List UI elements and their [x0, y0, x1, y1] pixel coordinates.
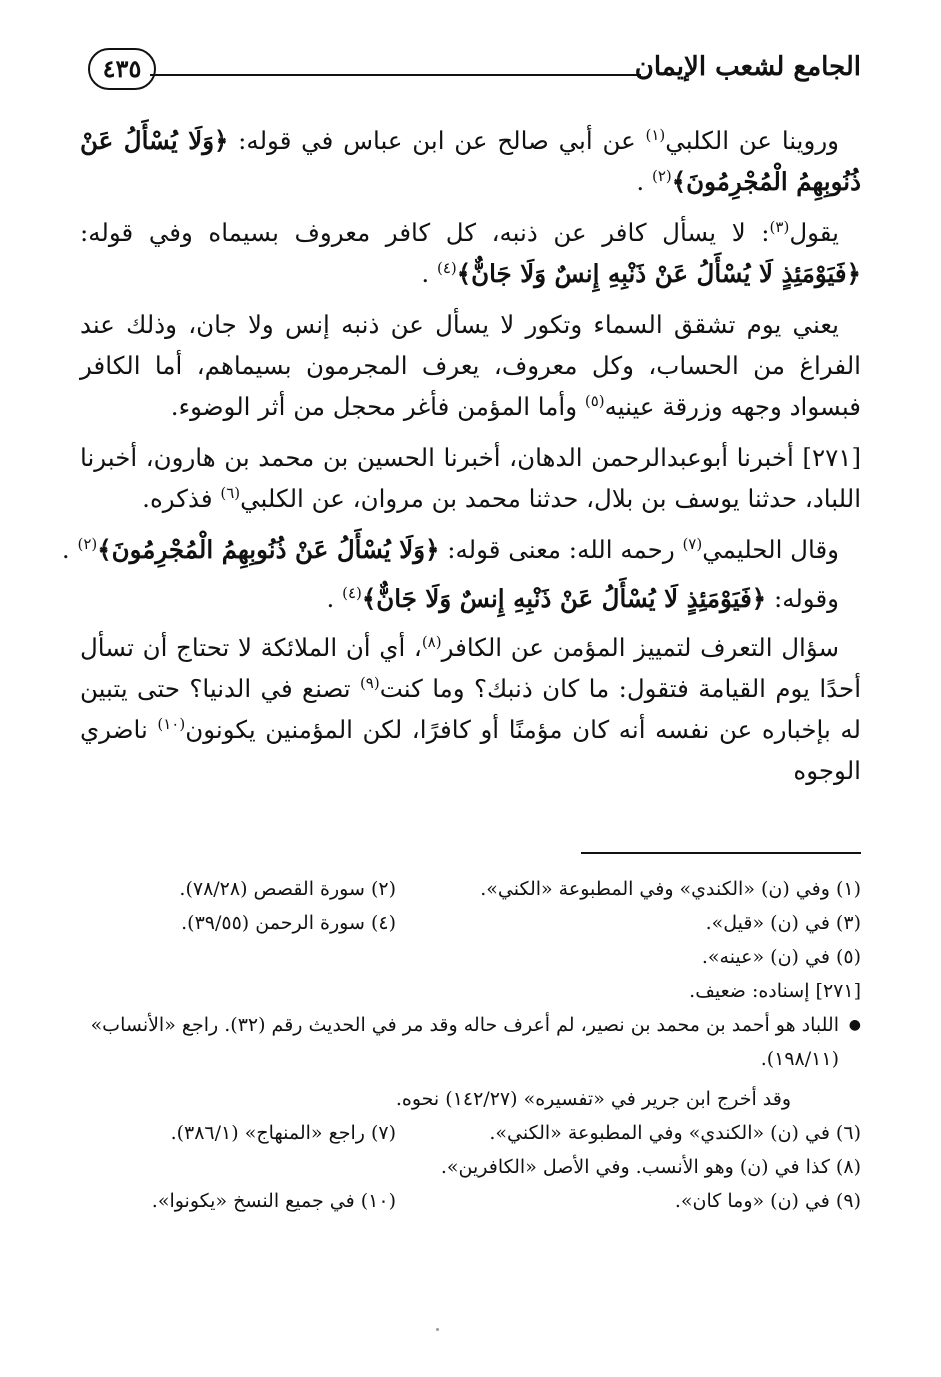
footnote-7: (٧) راجع «المنهاج» (٣٨٦/١).	[170, 1122, 396, 1144]
footnote-10: (١٠) في جميع النسخ «يكونوا».	[151, 1190, 396, 1212]
quran-verse: ﴿وَلَا يُسْأَلُ عَنْ ذُنُوبِهِمُ الْمُجْرِمُونَ﴾	[97, 535, 440, 564]
footnote-1: (١) وفي (ن) «الكندي» وفي المطبوعة «الكني».	[480, 878, 861, 900]
footnote-ref: (٩)	[359, 673, 380, 692]
text: رحمه الله: معنى قوله:	[439, 535, 683, 564]
text: وقوله:	[766, 584, 839, 613]
running-title: الجامع لشعب الإيمان	[634, 52, 861, 82]
footnote-ref: (٨)	[421, 632, 442, 651]
footnote-2: (٢) سورة القصص (٧٨/٢٨).	[179, 878, 396, 900]
text: عن أبي صالح عن ابن عباس في قوله:	[228, 126, 646, 155]
text: .	[61, 535, 78, 564]
quran-verse: ﴿وَلَا يُسْأَلُ عَنْ ذُنُوبِهِمُ الْمُجْرِمُونَ﴾	[80, 126, 861, 196]
footnote-ref: (٦)	[220, 483, 241, 502]
paragraph-6	[80, 578, 861, 619]
quran-verse: ﴿فَيَوْمَئِذٍ لَا يُسْأَلُ عَنْ ذَنْبِهِ إِنسٌ وَلَا جَانٌّ﴾	[361, 584, 767, 613]
footnote-ref: (٥)	[584, 391, 605, 410]
paragraph-3	[80, 304, 861, 427]
text: ناضري الوجوه	[80, 715, 861, 785]
footnote-ref: (٧)	[682, 534, 703, 553]
scan-speck	[436, 1328, 439, 1331]
footnote-4: (٤) سورة الرحمن (٣٩/٥٥).	[181, 912, 396, 934]
footnote-271: [٢٧١] إسناده: ضعيف.	[689, 980, 861, 1002]
footnote-row	[80, 906, 861, 940]
text: ، أي أن الملائكة لا تحتاج أن تسأل أحدًا يوم القيامة فتقول: ما كان ذنبك؟ وما كنت	[80, 633, 861, 703]
header-rule	[150, 74, 641, 76]
text: وروينا عن الكلبي	[665, 126, 839, 155]
footnote-9: (٩) في (ن) «وما كان».	[674, 1190, 861, 1212]
paragraph-1	[80, 120, 861, 202]
footnote-6: (٦) في (ن) «الكندي» وفي المطبوعة «الكني».	[489, 1122, 861, 1144]
text: .	[326, 584, 343, 613]
text: : لا يسأل كافر عن ذنبه، كل كافر معروف بسيماه وفي قوله:	[80, 218, 770, 247]
footnote-ref: (٢)	[651, 166, 672, 185]
paragraph-7	[80, 627, 861, 791]
text: يقول	[789, 218, 839, 247]
main-text	[61, 120, 861, 801]
footnote-row	[80, 1116, 861, 1150]
footnote-3: (٣) في (ن) «قيل».	[705, 912, 861, 934]
footnote-ref: (٣)	[769, 217, 790, 236]
footnote-ref: (١)	[645, 125, 666, 144]
footnote-row	[80, 940, 861, 974]
paragraph-5	[61, 529, 861, 570]
text: [٢٧١] أخبرنا أبوعبدالرحمن الدهان، أخبرنا الحسين بن محمد بن هارون، أخبرنا اللباد، حدثنا يوسف بن بلال، حدثنا محمد بن مروان، عن الكلبي	[80, 443, 861, 513]
footnote-ref: (٢)	[77, 534, 98, 553]
footnote-ref: (٤)	[436, 258, 457, 277]
footnote-ref: (٤)	[342, 583, 362, 602]
footnote-ibn-jarir: وقد أخرج ابن جرير في «تفسيره» (١٤٢/٢٧) نحوه.	[395, 1088, 791, 1110]
footnotes	[80, 872, 861, 1218]
footnote-row	[80, 872, 861, 906]
footnote-5: (٥) في (ن) «عينه».	[701, 946, 861, 968]
footnote-row	[80, 1184, 861, 1218]
text: وقال الحليمي	[702, 535, 839, 564]
text: فذكره.	[142, 484, 221, 513]
text: .	[636, 167, 652, 196]
text: سؤال التعرف لتمييز المؤمن عن الكافر	[441, 633, 839, 662]
text: وأما المؤمن فأغر محجل من أثر الوضوء.	[170, 392, 585, 421]
footnote-ref: (١٠)	[157, 714, 186, 733]
text: يعني يوم تشقق السماء وتكور لا يسأل عن ذنبه إنس ولا جان، وذلك عند الفراغ من الحساب، وكل معروف، يعرف المجرمون بسيماهم، أما الكافر فبسواد وجهه وزرقة عينيه	[80, 310, 861, 421]
quran-verse: ﴿فَيَوْمَئِذٍ لَا يُسْأَلُ عَنْ ذَنْبِهِ إِنسٌ وَلَا جَانٌّ﴾	[456, 259, 861, 288]
text: .	[421, 259, 437, 288]
hadith-271	[80, 437, 861, 519]
paragraph-2	[80, 212, 861, 294]
page-number: ٤٣٥	[88, 48, 156, 90]
footnote-rule	[581, 852, 861, 854]
footnote-bullet: ● اللباد هو أحمد بن محمد بن نصير، لم أعرف حاله وقد مر في الحديث رقم (٣٢). راجع «الأنساب» (١٩٨/١١).	[80, 1008, 861, 1076]
footnote-8: (٨) كذا في (ن) وهو الأنسب. وفي الأصل «الكافرين».	[440, 1156, 861, 1178]
text: تصنع في الدنيا؟ حتى يتبين له بإخباره عن نفسه أنه كان مؤمنًا أو كافرًا، لكن المؤمنين يكونون	[80, 674, 861, 744]
